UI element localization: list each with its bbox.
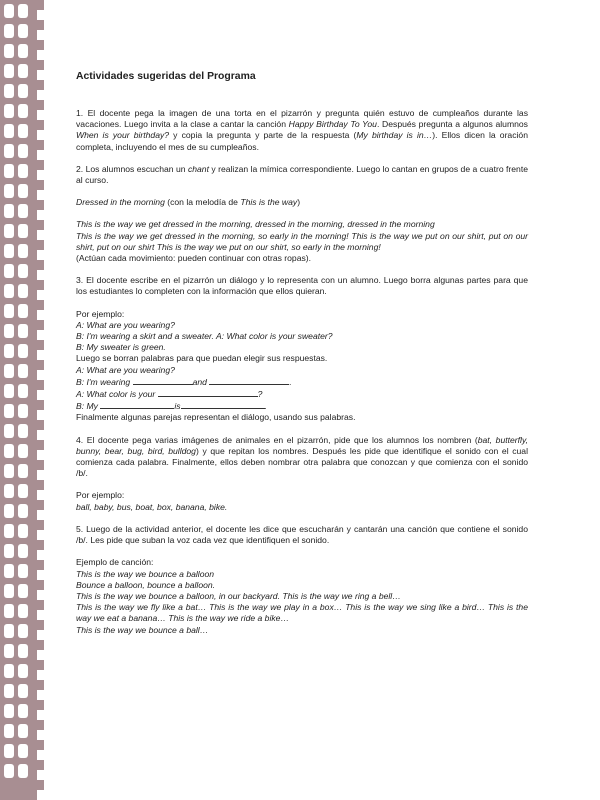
dialog-fragment: . bbox=[289, 376, 292, 387]
activity-5: 5. Luego de la actividad anterior, el docente les dice que escucharán y cantarán una canción que contiene el sonido /b/. Les pide que suban la voz cada vez que identifiquen el sonido. bbox=[76, 523, 528, 546]
dialog-conclusion: Finalmente algunas parejas representan el diálogo, usando sus palabras. bbox=[76, 412, 356, 423]
song-line: This is the way we bounce a balloon bbox=[76, 568, 215, 579]
fill-blank bbox=[181, 400, 267, 412]
activity-1 bbox=[76, 108, 528, 153]
hole-row bbox=[4, 504, 36, 518]
hole-row bbox=[4, 564, 36, 578]
hole-row bbox=[4, 664, 36, 678]
binding-hole bbox=[18, 384, 28, 398]
binding-hole bbox=[18, 44, 28, 58]
dialog-fragment: . bbox=[264, 401, 267, 412]
hole-row bbox=[4, 464, 36, 478]
document-page bbox=[76, 70, 528, 647]
hole-row bbox=[4, 44, 36, 58]
dialog-fragment: and bbox=[192, 376, 210, 387]
song-example bbox=[76, 557, 528, 635]
hole-row bbox=[4, 324, 36, 338]
hole-row bbox=[4, 724, 36, 738]
binding-edge bbox=[37, 0, 44, 800]
activity-1-text-2: . Después pregunta a algunos alumnos bbox=[376, 119, 528, 130]
binding-hole bbox=[18, 484, 28, 498]
binding-hole bbox=[18, 244, 28, 258]
binding-hole bbox=[4, 344, 14, 358]
activity-1-text-3: y copia la pregunta y parte de la respuesta ( bbox=[169, 130, 357, 141]
chant-lyrics bbox=[76, 219, 528, 264]
hole-row bbox=[4, 684, 36, 698]
binding-hole bbox=[18, 764, 28, 778]
answer-text: My birthday is in… bbox=[356, 130, 433, 141]
binding-hole bbox=[4, 204, 14, 218]
activity-1-text: 1. El docente pega la imagen de una torta en el pizarrón y pregunta quién estuvo de cumpleaños durante las vacaciones. Luego invita a la clase a cantar la canción bbox=[76, 108, 528, 130]
binding-hole bbox=[4, 484, 14, 498]
hole-row bbox=[4, 644, 36, 658]
binding-hole bbox=[18, 424, 28, 438]
hole-row bbox=[4, 544, 36, 558]
example-intro: Ejemplo de canción: bbox=[76, 557, 154, 568]
binding-hole bbox=[4, 424, 14, 438]
binding-hole bbox=[18, 204, 28, 218]
binding-hole bbox=[4, 324, 14, 338]
page-title: Actividades sugeridas del Programa bbox=[76, 71, 256, 82]
binding-hole bbox=[4, 4, 14, 18]
melody-name: This is the way bbox=[240, 197, 298, 208]
binding-hole bbox=[18, 184, 28, 198]
hole-row bbox=[4, 144, 36, 158]
song-line: This is the way we bounce a ball… bbox=[76, 624, 209, 635]
binding-hole bbox=[18, 164, 28, 178]
dialog-line-blanks bbox=[76, 388, 528, 400]
binding-hole bbox=[18, 64, 28, 78]
dialog-line-blanks bbox=[76, 400, 528, 412]
hole-row bbox=[4, 184, 36, 198]
hole-row bbox=[4, 84, 36, 98]
binding-hole bbox=[4, 584, 14, 598]
binding-hole bbox=[4, 564, 14, 578]
binding-hole bbox=[18, 664, 28, 678]
binding-hole bbox=[4, 404, 14, 418]
chant-melody-close: ) bbox=[297, 197, 301, 208]
hole-row bbox=[4, 204, 36, 218]
activity-2 bbox=[76, 164, 528, 186]
binding-hole bbox=[4, 764, 14, 778]
hole-row bbox=[4, 4, 36, 18]
song-line: This is the way we fly like a bat… This is the way we play in a box… This is the way we sing like a bird… This is the way we eat a banana… This is the way we ride a bike… bbox=[76, 602, 528, 624]
chant-melody-text: (con la melodía de bbox=[164, 197, 241, 208]
binding-hole bbox=[18, 104, 28, 118]
binding-hole bbox=[4, 124, 14, 138]
binding-hole bbox=[4, 384, 14, 398]
binding-hole bbox=[18, 284, 28, 298]
binding-hole bbox=[4, 184, 14, 198]
binding-hole bbox=[4, 24, 14, 38]
binding-hole bbox=[4, 704, 14, 718]
hole-row bbox=[4, 604, 36, 618]
hole-row bbox=[4, 484, 36, 498]
binding-hole bbox=[18, 144, 28, 158]
binding-hole bbox=[18, 464, 28, 478]
hole-row bbox=[4, 524, 36, 538]
activity-4-text-2: ) y que repitan los nombres. Después les pide que identifique el sonido con el cual comienza cada palabra. Finalmente, ellos deben nombrar otra palabra que conozcan y que comienza con el sonido /b/. bbox=[76, 445, 528, 479]
binding-hole bbox=[4, 504, 14, 518]
binding-hole bbox=[4, 604, 14, 618]
hole-row bbox=[4, 344, 36, 358]
animal-list: bat, butterfly, bunny, bear, bug, bird, bulldog bbox=[76, 434, 528, 456]
dialog-fragment: B: I'm wearing bbox=[76, 376, 133, 387]
binding-hole bbox=[18, 364, 28, 378]
binding-hole bbox=[4, 464, 14, 478]
activity-3: 3. El docente escribe en el pizarrón un diálogo y lo representa con un alumno. Luego borra algunas partes para que los estudiantes lo completen con la información que ellos quieran. bbox=[76, 275, 528, 297]
hole-row bbox=[4, 264, 36, 278]
hole-row bbox=[4, 304, 36, 318]
binding-hole bbox=[18, 264, 28, 278]
dialog-example bbox=[76, 309, 528, 424]
chant-title bbox=[76, 197, 528, 208]
binding-hole bbox=[4, 84, 14, 98]
binding-hole bbox=[4, 264, 14, 278]
hole-row bbox=[4, 24, 36, 38]
binding-hole bbox=[18, 644, 28, 658]
dialog-fragment: A: What color is your bbox=[76, 389, 158, 400]
binding-hole bbox=[4, 544, 14, 558]
hole-row bbox=[4, 704, 36, 718]
binding-hole bbox=[18, 724, 28, 738]
dialog-fragment: ? bbox=[257, 389, 263, 400]
hole-row bbox=[4, 224, 36, 238]
dialog-line: A: What are you wearing? bbox=[76, 319, 175, 330]
binding-hole bbox=[18, 604, 28, 618]
binding-holes bbox=[4, 4, 36, 784]
binding-hole bbox=[18, 124, 28, 138]
binding-hole bbox=[18, 624, 28, 638]
fill-blank bbox=[209, 376, 292, 387]
activity-2-text: 2. Los alumnos escuchan un bbox=[76, 163, 188, 174]
binding-hole bbox=[4, 684, 14, 698]
song-line: This is the way we bounce a balloon, in our backyard. This is the way we ring a bell… bbox=[76, 590, 401, 601]
fill-blank bbox=[158, 388, 258, 397]
chant-word: chant bbox=[187, 163, 209, 174]
binding-hole bbox=[18, 404, 28, 418]
binding-hole bbox=[18, 504, 28, 518]
example-intro: Por ejemplo: bbox=[76, 490, 125, 501]
activity-1-text-4: ). Ellos dicen la oración completa, incluyendo el mes de su cumpleaños. bbox=[76, 130, 528, 152]
chant-line: This is the way we get dressed in the morning, dressed in the morning, dressed in the morning bbox=[76, 219, 435, 230]
binding-hole bbox=[4, 644, 14, 658]
binding-hole bbox=[18, 684, 28, 698]
binding-hole bbox=[18, 444, 28, 458]
hole-row bbox=[4, 64, 36, 78]
binding-hole bbox=[4, 664, 14, 678]
binding-hole bbox=[18, 304, 28, 318]
hole-row bbox=[4, 244, 36, 258]
binding-hole bbox=[4, 744, 14, 758]
binding-hole bbox=[18, 544, 28, 558]
activity-2-text-2: y realizan la mímica correspondiente. Luego lo cantan en grupos de a cuatro frente al curso. bbox=[76, 163, 528, 186]
binding-hole bbox=[4, 624, 14, 638]
hole-row bbox=[4, 444, 36, 458]
dialog-instruction: Luego se borran palabras para que puedan elegir sus respuestas. bbox=[76, 353, 328, 364]
binding-hole bbox=[18, 744, 28, 758]
binding-hole bbox=[18, 4, 28, 18]
binding-hole bbox=[18, 84, 28, 98]
hole-row bbox=[4, 364, 36, 378]
fill-blank bbox=[133, 376, 193, 385]
binding-hole bbox=[4, 444, 14, 458]
binding-hole bbox=[4, 224, 14, 238]
dialog-line-blanks bbox=[76, 376, 528, 388]
binding-hole bbox=[4, 144, 14, 158]
activity-4-text: 4. El docente pega varias imágenes de animales en el pizarrón, pide que los alumnos los nombren ( bbox=[76, 434, 478, 445]
binding-hole bbox=[4, 304, 14, 318]
dialog-line: A: What are you wearing? bbox=[76, 364, 175, 375]
hole-row bbox=[4, 404, 36, 418]
binding-hole bbox=[4, 724, 14, 738]
example-intro: Por ejemplo: bbox=[76, 308, 125, 319]
binding-hole bbox=[4, 64, 14, 78]
binding-hole bbox=[18, 564, 28, 578]
hole-row bbox=[4, 424, 36, 438]
spiral-binding bbox=[0, 0, 44, 800]
binding-hole bbox=[18, 324, 28, 338]
chant-line: This is the way we get dressed in the morning, so early in the morning! This is the way we put on our shirt, put on our shirt, put on our shirt This is the way we put on our shirt, so early in the morning! bbox=[76, 230, 528, 252]
dialog-line: B: My sweater is green. bbox=[76, 342, 166, 353]
activity-4 bbox=[76, 435, 528, 480]
chant-name: Dressed in the morning bbox=[76, 197, 165, 208]
hole-row bbox=[4, 584, 36, 598]
dialog-fragment: B: My bbox=[76, 401, 101, 412]
word-example bbox=[76, 490, 528, 512]
hole-row bbox=[4, 284, 36, 298]
binding-hole bbox=[4, 44, 14, 58]
hole-row bbox=[4, 744, 36, 758]
binding-hole bbox=[4, 244, 14, 258]
binding-hole bbox=[4, 524, 14, 538]
chant-note: (Actúan cada movimiento: pueden continuar con otras ropas). bbox=[76, 253, 312, 264]
hole-row bbox=[4, 104, 36, 118]
binding-hole bbox=[18, 24, 28, 38]
hole-row bbox=[4, 384, 36, 398]
binding-hole bbox=[4, 104, 14, 118]
dialog-line: B: I'm wearing a skirt and a sweater. A: What color is your sweater? bbox=[76, 331, 333, 342]
hole-row bbox=[4, 164, 36, 178]
hole-row bbox=[4, 624, 36, 638]
hole-row bbox=[4, 764, 36, 778]
binding-hole bbox=[18, 344, 28, 358]
binding-hole bbox=[4, 364, 14, 378]
binding-hole bbox=[18, 224, 28, 238]
hole-row bbox=[4, 124, 36, 138]
binding-hole bbox=[4, 284, 14, 298]
fill-blank bbox=[100, 400, 174, 409]
binding-hole bbox=[18, 524, 28, 538]
question-text: When is your birthday? bbox=[76, 130, 170, 141]
song-title: Happy Birthday To You bbox=[288, 119, 377, 130]
binding-hole bbox=[18, 584, 28, 598]
dialog-fragment: is bbox=[174, 401, 181, 412]
word-list: ball, baby, bus, boat, box, banana, bike. bbox=[76, 501, 228, 512]
song-line: Bounce a balloon, bounce a balloon. bbox=[76, 579, 216, 590]
binding-hole bbox=[4, 164, 14, 178]
binding-hole bbox=[18, 704, 28, 718]
